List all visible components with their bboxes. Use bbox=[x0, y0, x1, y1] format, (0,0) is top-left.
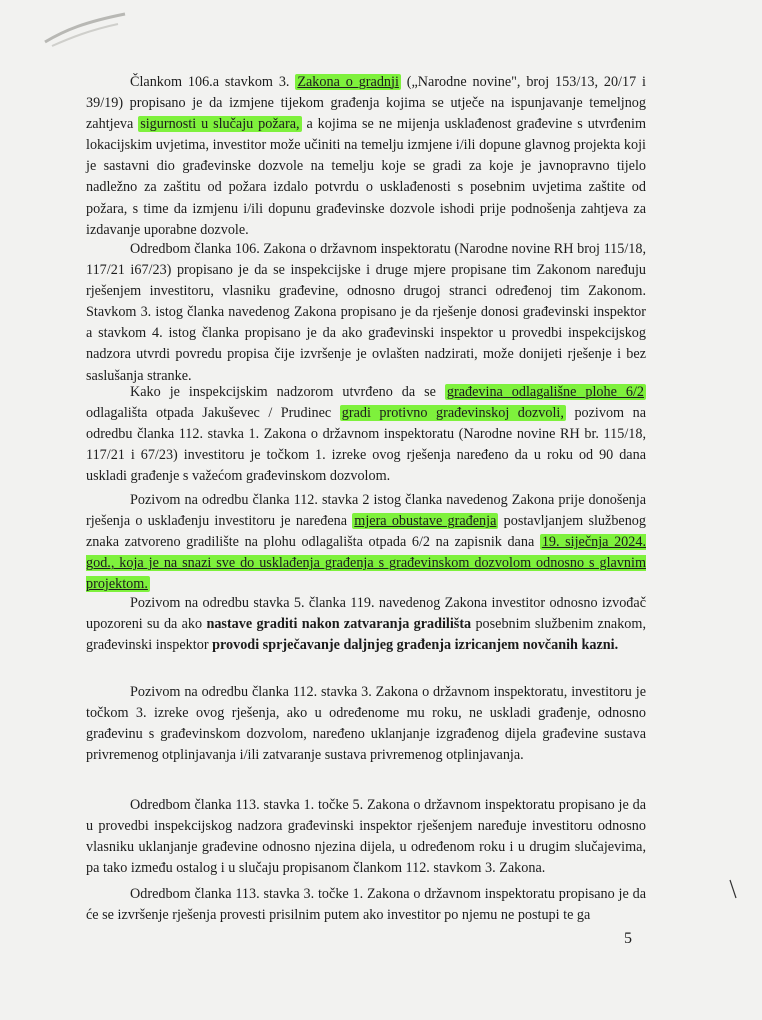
p3-text-a: Kako je inspekcijskim nadzorom utvrđeno da se bbox=[130, 384, 445, 400]
paragraph-4 bbox=[86, 490, 646, 595]
paragraph-5 bbox=[86, 593, 646, 656]
p5-text-a: Pozivom na odredbu stavka 5. članka 119. navedenog Zakona investitor odnosno izvođač upozoreni su da ako bbox=[86, 595, 646, 633]
p1-text-b: („Narodne novine", broj 153/13, 20/17 i 39/19) propisano je da izmjene tijekom građenja kojima se utječe na ispunjavanje temeljnog zahtjeva bbox=[86, 74, 646, 133]
p4-highlight-datum: 19. siječnja 2024. god., koja je na snazi sve do usklađenja građenja s građevinskom dozvolom odnosno s glavnim projektom. bbox=[86, 534, 646, 593]
paragraph-7 bbox=[86, 795, 646, 879]
p3-text-b: odlagališta otpada Jakuševec / Prudinec bbox=[86, 405, 340, 422]
p3-highlight-gradevina-plohe: građevina odlagališne plohe 6/2 bbox=[446, 384, 644, 400]
p1-highlight-sigurnosti-pozara: sigurnosti u slučaju požara, bbox=[140, 116, 300, 133]
p4-highlight-mjera-obustave: mjera obustave građenja bbox=[354, 513, 497, 530]
p7-text: Odredbom članka 113. stavka 1. točke 5. Zakona o državnom inspektoratu propisano je da u provedbi inspekcijskog nadzora građevinski inspektor rješenjem naređuje investitoru odnosno vlasniku uklanjanje građevine odnosno njezina dijela, u određenom roku i u drugim slučajevima, pa tako između ostalog i u slučaju propisanom člankom 112. stavkom 3. Zakona. bbox=[86, 797, 646, 877]
p5-bold-nastave-graditi: nastave graditi nakon zatvaranja gradilišta bbox=[206, 616, 472, 633]
p6-text: Pozivom na odredbu članka 112. stavka 3. Zakona o državnom inspektoratu, investitoru je točkom 3. izreke ovog rješenja, ako u određenome mu roku, ne uskladi građenje, odnosno građevinu s građevinskom dozvolom, naređeno uklanjanje izgrađenog dijela građevine sustava privremenog otplinjavanja i/ili zatvaranje sustava privremenog otplinjavanja. bbox=[86, 684, 646, 764]
p5-text-c: posebnim službenim znakom, građevinski inspektor bbox=[86, 616, 646, 654]
paragraph-2 bbox=[86, 239, 646, 387]
paragraph-1 bbox=[86, 72, 646, 241]
p4-text-a: Pozivom na odredbu članka 112. stavka 2 istog članka navedenog Zakona prije donošenja rješenja o usklađenju investitoru je naređena bbox=[86, 492, 646, 530]
p8-text: Odredbom članka 113. stavka 3. točke 1. Zakona o državnom inspektoratu propisano je da će se izvršenje rješenja provesti prisilnim putem ako investitor po njemu ne postupi te ga bbox=[86, 886, 646, 924]
p1-text-a: Člankom 106.a stavkom 3. bbox=[130, 74, 290, 90]
paragraph-3 bbox=[86, 382, 646, 487]
page-number: 5 bbox=[624, 930, 632, 947]
p3-text-c: pozivom na odredbu članka 112. stavka 1. Zakona o državnom inspektoratu (Narodne novine RH br. 115/18, 117/21 i 67/23) investitoru je točkom 1. izreke ovog rješenja naređeno da u roku od 90 dana uskladi građenje s važećom građevinskom dozvolom. bbox=[86, 405, 646, 485]
pen-mark bbox=[728, 878, 738, 900]
paper-corner-mark bbox=[40, 10, 130, 50]
p5-bold-sprjecavanje: provodi sprječavanje daljnjeg građenja izricanjem novčanih kazni. bbox=[212, 637, 619, 654]
p2-text: Odredbom članka 106. Zakona o državnom inspektoratu (Narodne novine RH broj 115/18, 117/21 i67/23) propisano je da se inspekcijske i druge mjere propisane tim Zakonom naređuju rješenjem investitoru, vlasniku građevine, odnosno drugoj stranci određenoj tim Zakonom. Stavkom 3. istog članka navedenog Zakona propisano je da rješenje donosi građevinski inspektor a stavkom 4. istog članka propisano je da ako građevinski inspektor u provedbi inspekcijskog nadzora utvrdi povredu propisa čije izvršenje je ovlašten nadzirati, može donijeti rješenje i bez saslušanja stranke. bbox=[86, 241, 646, 384]
paragraph-6 bbox=[86, 682, 646, 766]
p4-text-b: postavljanjem službenog znaka zatvoreno gradilište na plohu odlagališta otpada 6/2 na zapisnik dana bbox=[86, 513, 646, 551]
paragraph-8 bbox=[86, 884, 646, 926]
p1-text-c: a kojima se ne mijenja usklađenost građevine s utvrđenim lokacijskim uvjetima, investitor može učiniti na temelju izmjene i/ili dopune glavnog projekta koji je sastavni dio građevinske dozvole na temelju koje se gradi za koje je javnopravno tijelo nadležno za zaštitu od požara izdalo potvrdu o usklađenosti s posebnim uvjetima zaštite od požara, s time da izmjenu i/ili dopunu građevinske dozvole ishodi prije podnošenja zahtjeva za izdavanje uporabne dozvole. bbox=[86, 116, 647, 238]
p3-highlight-gradi-protivno: gradi protivno građevinskoj dozvoli, bbox=[341, 405, 564, 422]
p1-highlight-zakona-o-gradnji: Zakona o gradnji bbox=[297, 74, 399, 90]
